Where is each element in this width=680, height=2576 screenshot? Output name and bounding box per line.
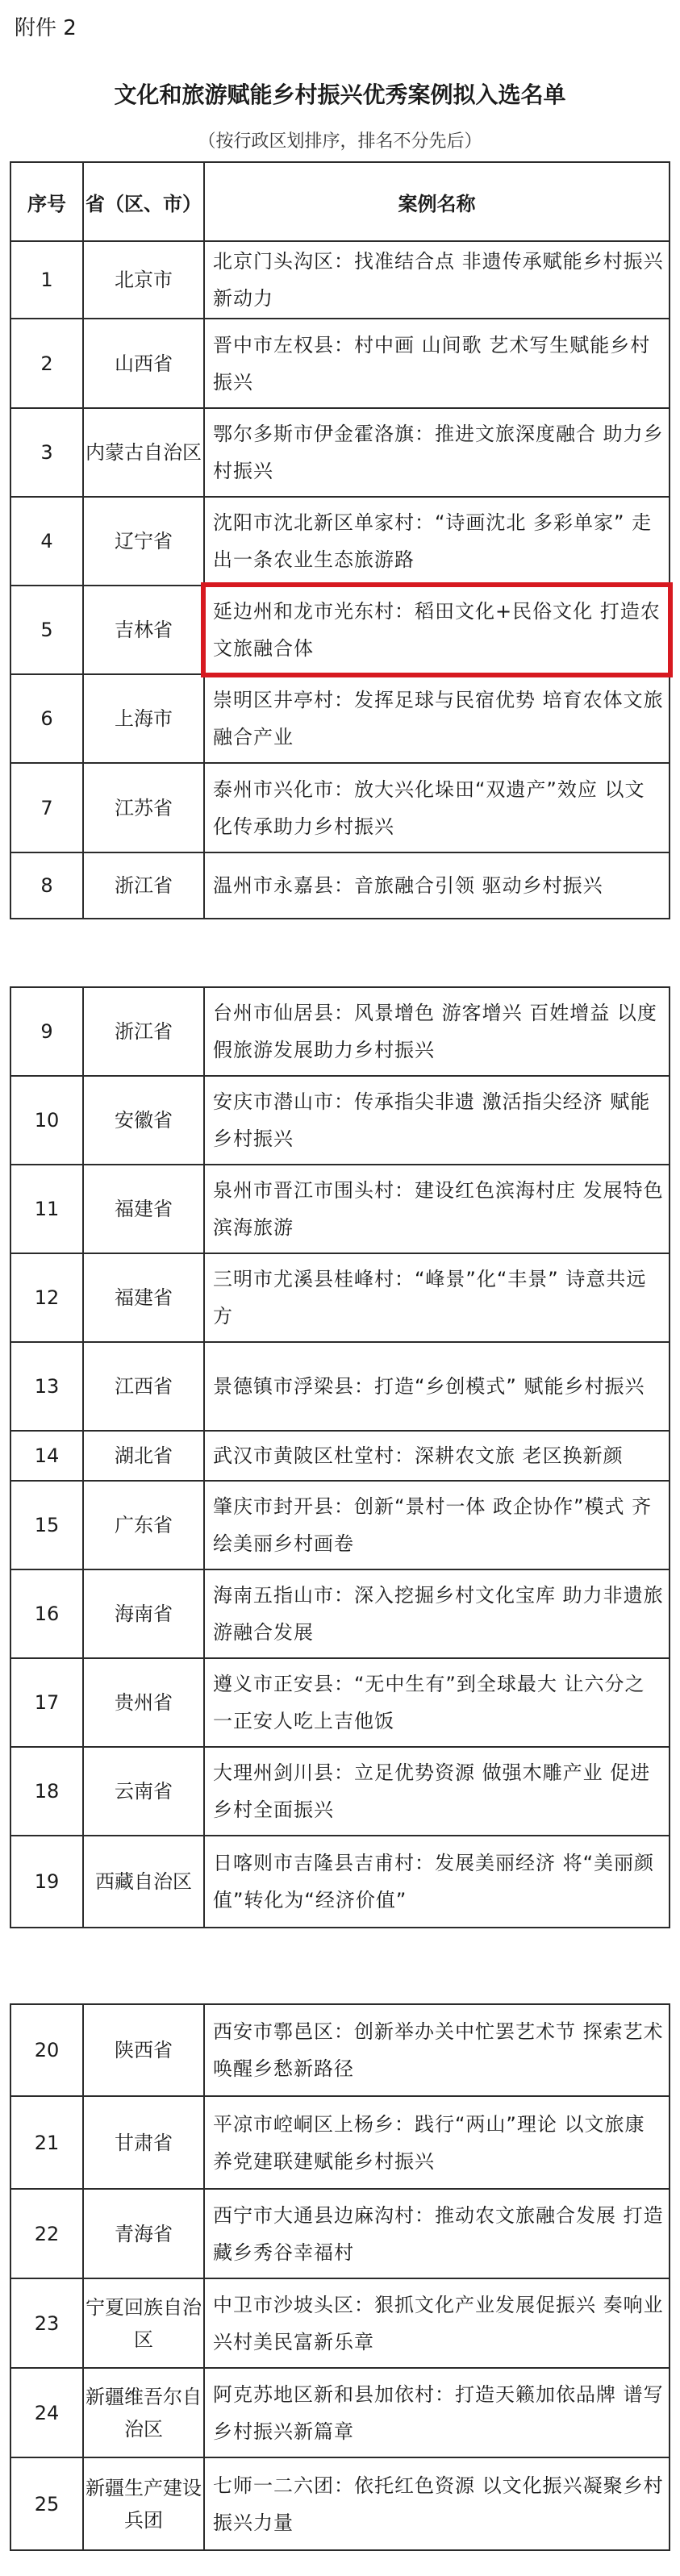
- row-province: 新疆维吾尔自治区: [83, 2368, 204, 2457]
- row-province: 浙江省: [83, 987, 204, 1076]
- row-case: 遵义市正安县：“无中生有”到全球最大 让六分之一正安人吃上吉他饭: [204, 1658, 670, 1747]
- row-case: 大理州剑川县：立足优势资源 做强木雕产业 促进乡村全面振兴: [204, 1747, 670, 1836]
- cases-table-part-2: [10, 986, 670, 1928]
- table-row: [10, 1342, 670, 1431]
- document-title: 文化和旅游赋能乡村振兴优秀案例拟入选名单: [114, 81, 566, 108]
- row-case: 北京门头沟区：找准结合点 非遗传承赋能乡村振兴新动力: [204, 241, 670, 319]
- row-case: 平凉市崆峒区上杨乡：践行“两山”理论 以文旅康养党建联建赋能乡村振兴: [204, 2096, 670, 2189]
- table-row: [10, 2457, 670, 2550]
- row-province: 北京市: [83, 241, 204, 319]
- row-no: 20: [10, 2004, 83, 2096]
- row-case: 七师一二六团：依托红色资源 以文化振兴凝聚乡村振兴力量: [204, 2457, 670, 2550]
- row-case: 中卫市沙坡头区：狠抓文化产业发展促振兴 奏响业兴村美民富新乐章: [204, 2278, 670, 2368]
- row-no: 17: [10, 1658, 83, 1747]
- table-row: [10, 1076, 670, 1165]
- row-case: 泉州市晋江市围头村：建设红色滨海村庄 发展特色滨海旅游: [204, 1165, 670, 1253]
- row-case: 武汉市黄陂区杜堂村：深耕农文旅 老区换新颜: [204, 1431, 670, 1481]
- row-no: 7: [10, 763, 83, 852]
- row-province: 贵州省: [83, 1658, 204, 1747]
- row-no: 5: [10, 586, 83, 674]
- table-row: [10, 763, 670, 852]
- header-province: 省（区、市）: [83, 162, 204, 241]
- table-row: [10, 1836, 670, 1928]
- row-no: 1: [10, 241, 83, 319]
- row-case: 鄂尔多斯市伊金霍洛旗：推进文旅深度融合 助力乡村振兴: [204, 408, 670, 497]
- row-province: 福建省: [83, 1253, 204, 1342]
- table-row: [10, 319, 670, 408]
- table-row: [10, 1658, 670, 1747]
- row-no: 14: [10, 1431, 83, 1481]
- row-case: 温州市永嘉县：音旅融合引领 驱动乡村振兴: [204, 852, 670, 919]
- row-province: 浙江省: [83, 852, 204, 919]
- row-province: 云南省: [83, 1747, 204, 1836]
- row-province: 宁夏回族自治区: [83, 2278, 204, 2368]
- row-province: 西藏自治区: [83, 1836, 204, 1928]
- row-case: 景德镇市浮梁县：打造“乡创模式” 赋能乡村振兴: [204, 1342, 670, 1431]
- row-province: 内蒙古自治区: [83, 408, 204, 497]
- table-row: [10, 1569, 670, 1658]
- attachment-label: 附件 2: [15, 16, 77, 40]
- row-case: 晋中市左权县：村中画 山间歌 艺术写生赋能乡村振兴: [204, 319, 670, 408]
- row-no: 18: [10, 1747, 83, 1836]
- cases-table-part-1: [10, 161, 670, 919]
- row-province: 湖北省: [83, 1431, 204, 1481]
- row-province: 新疆生产建设兵团: [83, 2457, 204, 2550]
- table-row: [10, 408, 670, 497]
- row-case: 海南五指山市：深入挖掘乡村文化宝库 助力非遗旅游融合发展: [204, 1569, 670, 1658]
- row-no: 13: [10, 1342, 83, 1431]
- row-no: 25: [10, 2457, 83, 2550]
- row-no: 4: [10, 497, 83, 586]
- row-no: 19: [10, 1836, 83, 1928]
- row-province: 上海市: [83, 674, 204, 763]
- row-case: 崇明区井亭村：发挥足球与民宿优势 培育农体文旅融合产业: [204, 674, 670, 763]
- row-province: 辽宁省: [83, 497, 204, 586]
- row-no: 22: [10, 2189, 83, 2278]
- row-case: 西安市鄠邑区：创新举办关中忙罢艺术节 探索艺术唤醒乡愁新路径: [204, 2004, 670, 2096]
- row-no: 3: [10, 408, 83, 497]
- row-case: 沈阳市沈北新区单家村：“诗画沈北 多彩单家” 走出一条农业生态旅游路: [204, 497, 670, 586]
- row-province: 江苏省: [83, 763, 204, 852]
- row-province: 吉林省: [83, 586, 204, 674]
- row-province: 福建省: [83, 1165, 204, 1253]
- row-no: 23: [10, 2278, 83, 2368]
- row-case: 西宁市大通县边麻沟村：推动农文旅融合发展 打造藏乡秀谷幸福村: [204, 2189, 670, 2278]
- row-province: 陕西省: [83, 2004, 204, 2096]
- row-case: 台州市仙居县：风景增色 游客增兴 百姓增益 以度假旅游发展助力乡村振兴: [204, 987, 670, 1076]
- row-case: 肇庆市封开县：创新“景村一体 政企协作”模式 齐绘美丽乡村画卷: [204, 1481, 670, 1569]
- row-case: 三明市尤溪县桂峰村：“峰景”化“丰景” 诗意共远方: [204, 1253, 670, 1342]
- table-row: [10, 2189, 670, 2278]
- table-row: [10, 2368, 670, 2457]
- row-no: 6: [10, 674, 83, 763]
- row-no: 24: [10, 2368, 83, 2457]
- row-no: 9: [10, 987, 83, 1076]
- table-row: [10, 2278, 670, 2368]
- table-row: [10, 1253, 670, 1342]
- header-no: 序号: [10, 162, 83, 241]
- table-row: [10, 674, 670, 763]
- table-row: [10, 1165, 670, 1253]
- table-row: [10, 987, 670, 1076]
- cases-table-part-3: [10, 2003, 670, 2551]
- row-case: 日喀则市吉隆县吉甫村：发展美丽经济 将“美丽颜值”转化为“经济价值”: [204, 1836, 670, 1928]
- row-no: 21: [10, 2096, 83, 2189]
- row-no: 10: [10, 1076, 83, 1165]
- row-province: 山西省: [83, 319, 204, 408]
- row-no: 11: [10, 1165, 83, 1253]
- row-province: 青海省: [83, 2189, 204, 2278]
- row-case-highlighted: 延边州和龙市光东村：稻田文化+民俗文化 打造农文旅融合体: [204, 586, 670, 674]
- document-subtitle: （按行政区划排序，排名不分先后）: [198, 131, 482, 152]
- row-province: 海南省: [83, 1569, 204, 1658]
- row-no: 12: [10, 1253, 83, 1342]
- row-case: 泰州市兴化市：放大兴化垛田“双遗产”效应 以文化传承助力乡村振兴: [204, 763, 670, 852]
- row-case: 阿克苏地区新和县加依村：打造天籁加依品牌 谱写乡村振兴新篇章: [204, 2368, 670, 2457]
- table-row: [10, 852, 670, 919]
- table-header-row: [10, 162, 670, 241]
- table-row: [10, 1747, 670, 1836]
- table-row: [10, 2004, 670, 2096]
- table-row: [10, 1431, 670, 1481]
- table-row: [10, 2096, 670, 2189]
- row-province: 安徽省: [83, 1076, 204, 1165]
- table-row: [10, 1481, 670, 1569]
- header-case: 案例名称: [204, 162, 670, 241]
- row-no: 15: [10, 1481, 83, 1569]
- table-row: [10, 497, 670, 586]
- table-row: [10, 586, 670, 674]
- row-no: 16: [10, 1569, 83, 1658]
- row-province: 江西省: [83, 1342, 204, 1431]
- table-row: [10, 241, 670, 319]
- row-no: 2: [10, 319, 83, 408]
- row-province: 甘肃省: [83, 2096, 204, 2189]
- row-case: 安庆市潜山市：传承指尖非遗 激活指尖经济 赋能乡村振兴: [204, 1076, 670, 1165]
- row-no: 8: [10, 852, 83, 919]
- row-province: 广东省: [83, 1481, 204, 1569]
